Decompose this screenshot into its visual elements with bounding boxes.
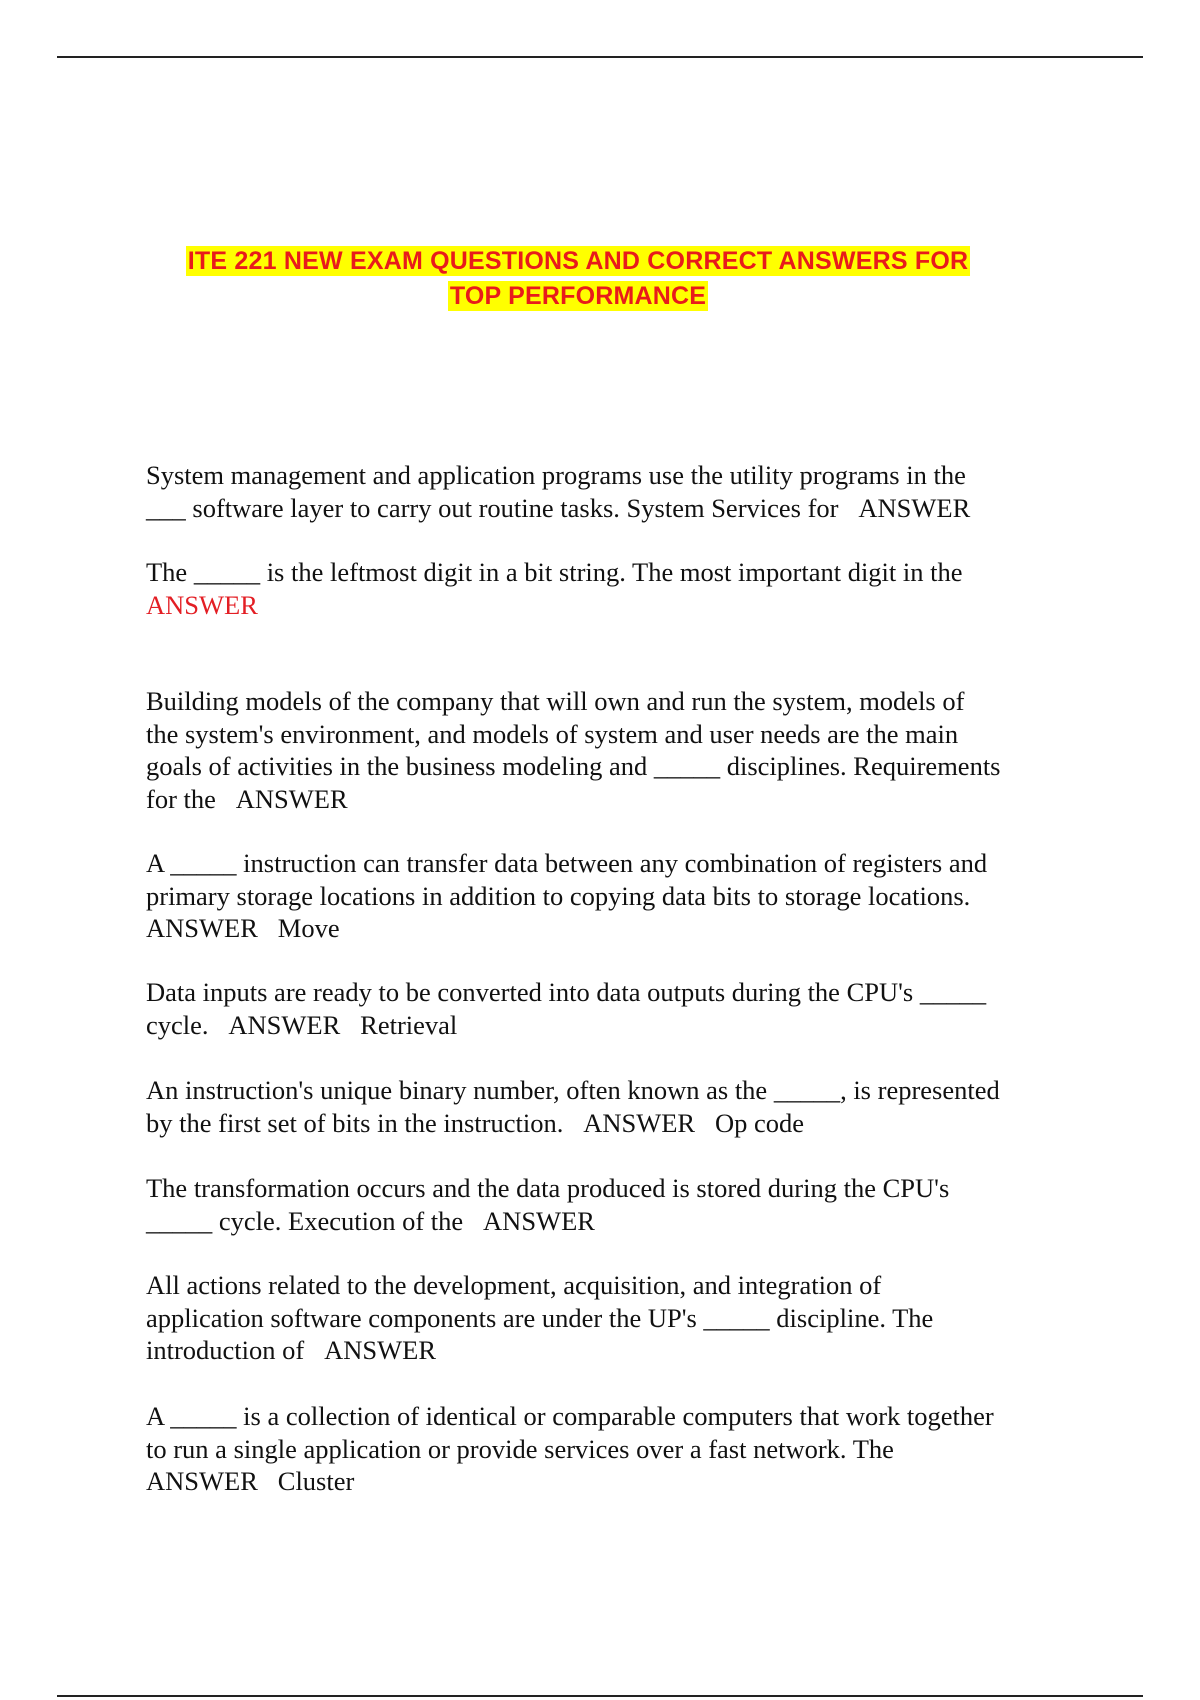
question-text: ___ software layer to carry out routine tasks. System Services for bbox=[146, 492, 839, 523]
question-text: by the first set of bits in the instruction. bbox=[146, 1107, 564, 1138]
question-item-7 bbox=[146, 1172, 1066, 1237]
answer-label: ANSWER bbox=[146, 589, 258, 620]
question-text: to run a single application or provide services over a fast network. The bbox=[146, 1433, 894, 1464]
answer-label: ANSWER bbox=[146, 913, 258, 943]
answer-value: Retrieval bbox=[360, 1009, 458, 1040]
question-item-5 bbox=[146, 976, 1066, 1041]
question-item-1 bbox=[146, 459, 1066, 524]
answer-value: Cluster bbox=[277, 1466, 355, 1496]
question-text: for the bbox=[146, 783, 216, 814]
question-item-8 bbox=[146, 1269, 1066, 1367]
answer-label: ANSWER bbox=[324, 1335, 437, 1365]
question-text: A _____ is a collection of identical or comparable computers that work together bbox=[146, 1401, 994, 1431]
question-item-3 bbox=[146, 685, 1066, 815]
question-text: System management and application programs use the utility programs in the bbox=[146, 460, 966, 490]
answer-label: ANSWER bbox=[235, 783, 348, 814]
answer-label: ANSWER bbox=[858, 492, 971, 523]
header-rule bbox=[57, 56, 1143, 58]
question-text: Building models of the company that will own and run the system, models of bbox=[146, 686, 965, 716]
question-text: application software components are under the UP's _____ discipline. The bbox=[146, 1302, 934, 1333]
question-text: primary storage locations in addition to copying data bits to storage locations. bbox=[146, 880, 971, 911]
answer-label: ANSWER bbox=[146, 1466, 258, 1496]
answer-value: Op code bbox=[714, 1107, 805, 1138]
question-text: introduction of bbox=[146, 1335, 305, 1365]
question-text: Data inputs are ready to be converted into data outputs during the CPU's _____ bbox=[146, 977, 987, 1007]
question-text: The transformation occurs and the data produced is stored during the CPU's bbox=[146, 1173, 950, 1203]
question-text: _____ cycle. Execution of the bbox=[146, 1205, 464, 1236]
title-line-1: ITE 221 NEW EXAM QUESTIONS AND CORRECT ANSWERS FOR bbox=[187, 247, 969, 275]
question-text: goals of activities in the business modeling and _____ disciplines. Requirements bbox=[146, 751, 1001, 781]
question-text: The _____ is the leftmost digit in a bit string. The most important digit in the bbox=[146, 557, 963, 587]
document-title bbox=[0, 244, 1156, 314]
question-item-6 bbox=[146, 1074, 1066, 1139]
question-text: A _____ instruction can transfer data between any combination of registers and bbox=[146, 848, 988, 878]
question-text: An instruction's unique binary number, often known as the _____, is represented bbox=[146, 1075, 1000, 1105]
footer-rule bbox=[57, 1695, 1143, 1697]
question-text: the system's environment, and models of system and user needs are the main bbox=[146, 718, 959, 749]
question-text: All actions related to the development, acquisition, and integration of bbox=[146, 1270, 882, 1300]
question-item-2 bbox=[146, 556, 1066, 621]
answer-value: Move bbox=[277, 913, 340, 943]
answer-label: ANSWER bbox=[228, 1009, 341, 1040]
question-text: cycle. bbox=[146, 1009, 209, 1040]
answer-label: ANSWER bbox=[483, 1205, 595, 1236]
question-item-4 bbox=[146, 847, 1066, 945]
question-item-9 bbox=[146, 1400, 1066, 1498]
answer-label: ANSWER bbox=[583, 1107, 696, 1138]
title-line-2: TOP PERFORMANCE bbox=[449, 282, 707, 310]
